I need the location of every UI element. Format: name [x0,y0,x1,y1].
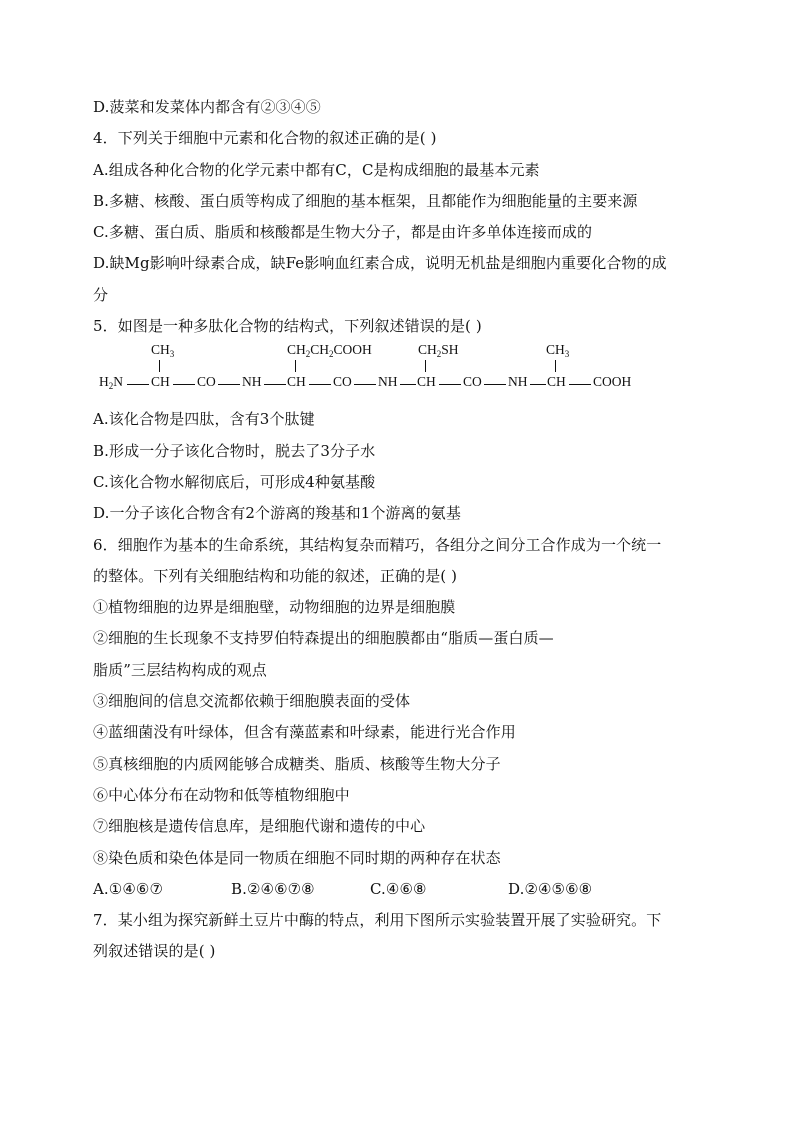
vertical-bond-1 [159,360,160,372]
q6-statement-8: ⑧染色质和染色体是同一物质在细胞不同时期的两种存在状态 [93,848,501,867]
bond [530,384,546,385]
question-content [93,92,705,968]
bond [569,384,591,385]
q5-option-a: A.该化合物是四肽，含有3个肽键 [93,410,315,429]
q4-option-a: A.组成各种化合物的化学元素中都有C，C是构成细胞的最基本元素 [93,160,540,179]
q6-option-d: D.②④⑤⑥⑧ [508,879,593,898]
vertical-bond-3 [425,360,426,372]
q3-option-d: D.菠菜和发菜体内都含有②③④⑤ [93,98,321,116]
side-chain-3: $CH_2SH$ [418,342,459,360]
bond [264,384,286,385]
side-chain-4: $CH_3$ [546,342,570,360]
q6-statement-4: ④蓝细菌没有叶绿体，但含有藻蓝素和叶绿素，能进行光合作用 [93,723,516,742]
bond [484,384,506,385]
q5-stem: 5．如图是一种多肽化合物的结构式，下列叙述错误的是( ) [93,317,482,336]
q6-statement-3: ③细胞间的信息交流都依赖于细胞膜表面的受体 [93,692,411,711]
bond [218,384,240,385]
alpha-carbon-2: CH [287,374,306,390]
carboxyl-group: COOH [593,374,632,390]
q6-stem-cont: 的整体。下列有关细胞结构和功能的叙述，正确的是( ) [93,566,458,585]
bond [309,384,331,385]
q4-option-b: B.多糖、核酸、蛋白质等构成了细胞的基本框架，且都能作为细胞能量的主要来源 [93,191,638,210]
bond [127,384,149,385]
q6-option-a: A.①④⑥⑦ [93,879,163,898]
q6-statement-5: ⑤真核细胞的内质网能够合成糖类、脂质、核酸等生物大分子 [93,754,501,773]
q5-option-b: B.形成一分子该化合物时，脱去了3分子水 [93,441,376,460]
vertical-bond-4 [555,360,556,372]
bond [354,384,376,385]
q5-option-c: C.该化合物水解彻底后，可形成4种氨基酸 [93,472,376,491]
bond [400,384,416,385]
carbonyl-1: CO [197,374,216,390]
q7-stem-cont: 列叙述错误的是( ) [93,942,216,961]
q6-option-c: C.④⑥⑧ [370,879,427,898]
q6-statement-1: ①植物细胞的边界是细胞壁，动物细胞的边界是细胞膜 [93,598,456,617]
q6-option-b: B.②④⑥⑦⑧ [231,879,315,898]
q4-option-d: D.缺Mg影响叶绿素合成，缺Fe影响血红素合成，说明无机盐是细胞内重要化合物的成 [93,254,667,273]
bond [439,384,461,385]
amide-3: NH [508,374,528,390]
vertical-bond-2 [295,360,296,372]
q6-options [93,874,705,905]
q4-stem: 4．下列关于细胞中元素和化合物的叙述正确的是( ) [93,129,437,148]
polypeptide-structural-formula [93,342,705,404]
amide-1: NH [242,374,262,390]
side-chain-1: $CH_3$ [151,342,175,360]
bond [173,384,195,385]
amide-2: NH [378,374,398,390]
carbonyl-2: CO [333,374,352,390]
carbonyl-3: CO [463,374,482,390]
q6-statement-7: ⑦细胞核是遗传信息库，是细胞代谢和遗传的中心 [93,817,426,836]
side-chain-2: $CH_2CH_2COOH$ [287,342,372,360]
q4-option-d-cont: 分 [93,285,109,304]
q6-statement-2-cont: 脂质”三层结构构成的观点 [93,660,267,679]
alpha-carbon-3: CH [417,374,436,390]
q7-stem: 7．某小组为探究新鲜土豆片中酶的特点，利用下图所示实验装置开展了实验研究。下 [93,911,662,930]
amino-group: $H_2N$ [99,374,123,392]
alpha-carbon-4: CH [547,374,566,390]
alpha-carbon-1: CH [151,374,170,390]
q6-statement-2: ②细胞的生长现象不支持罗伯特森提出的细胞膜都由“脂质—蛋白质— [93,629,554,648]
q4-option-c: C.多糖、蛋白质、脂质和核酸都是生物大分子，都是由许多单体连接而成的 [93,223,593,242]
q6-statement-6: ⑥中心体分布在动物和低等植物细胞中 [93,785,350,804]
q5-option-d: D.一分子该化合物含有2个游离的羧基和1个游离的氨基 [93,504,461,523]
q6-stem: 6．细胞作为基本的生命系统，其结构复杂而精巧，各组分之间分工合作成为一个统一 [93,535,662,554]
